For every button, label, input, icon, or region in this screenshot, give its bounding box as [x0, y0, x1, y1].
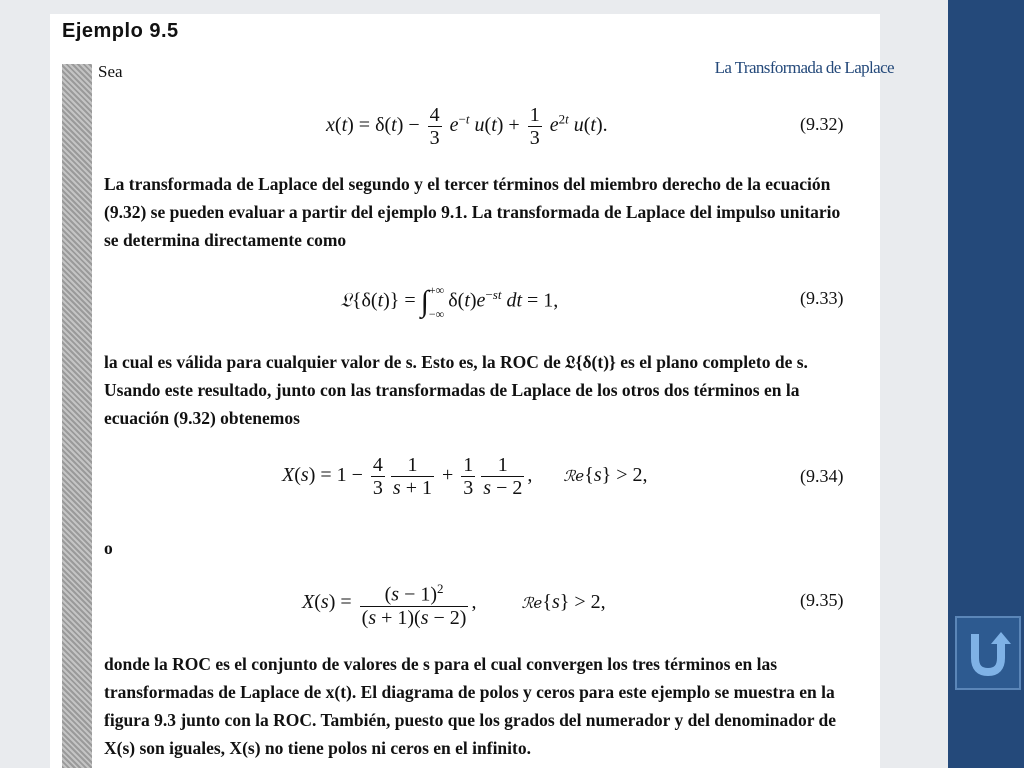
- equation-9-32: x(t) = δ(t) − $\frac{4}{3}$ $e^{-t}$ u(t) + $\frac{1}{3}$ $e^{2t}$ u(t).: [326, 104, 608, 149]
- equation-number-9-35: (9.35): [800, 590, 844, 610]
- intro-text: Sea: [98, 62, 123, 81]
- paragraph-2: la cual es válida para cualquier valor de s. Esto es, la ROC de 𝔏{δ(t)} es el plano completo de s. Usando este resultado, junto con las transformadas de Laplace de los otros dos términos en la ecuación (9.32) obtenemos: [104, 352, 808, 428]
- equation-number-9-32: (9.32): [800, 114, 844, 134]
- paragraph-3: donde la ROC es el conjunto de valores de s para el cual convergen los tres términos en las transformadas de Laplace de x(t). El diagrama de polos y ceros para este ejemplo se muestra en la figura 9.3 junto con la ROC. También, puesto que los grados del numerador y del denominador de X(s) son iguales, X(s) no tiene polos ni ceros en el infinito.: [104, 654, 837, 758]
- equation-number-9-34: (9.34): [800, 466, 844, 486]
- or-text: o: [104, 538, 113, 558]
- return-arrow-icon: [965, 628, 1011, 678]
- equation-9-33: 𝔏{δ(t)} = ∫+∞ $-\infty\delta(t)e^{-st}$ dt = 1,: [340, 283, 559, 321]
- equation-number-9-33: (9.33): [800, 288, 844, 308]
- equation-9-35: X(s) = $\frac{(s - 1)^2}{(s + 1)(s - 2)}$ , ℛ𝑒{s} > 2,: [302, 578, 606, 629]
- back-button[interactable]: [955, 616, 1021, 690]
- equation-9-34: X(s) = 1 − $\frac{4}{3}$ $\frac{1}{s + 1}$ + $\frac{1}{3}$ $\frac{1}{s - 2}$ , ℛ𝑒{s} > 2,: [282, 454, 648, 499]
- example-heading: Ejemplo 9.5: [62, 20, 179, 42]
- scan-margin-bar: [62, 64, 92, 768]
- paragraph-1: La transformada de Laplace del segundo y el tercer términos del miembro derecho de la ecuación (9.32) se pueden evaluar a partir del ejemplo 9.1. La transformada de Laplace del impulso unitario se determina directamente como: [104, 174, 841, 250]
- document-page: [50, 14, 894, 768]
- slide-title: La Transformada de Laplace: [714, 58, 894, 77]
